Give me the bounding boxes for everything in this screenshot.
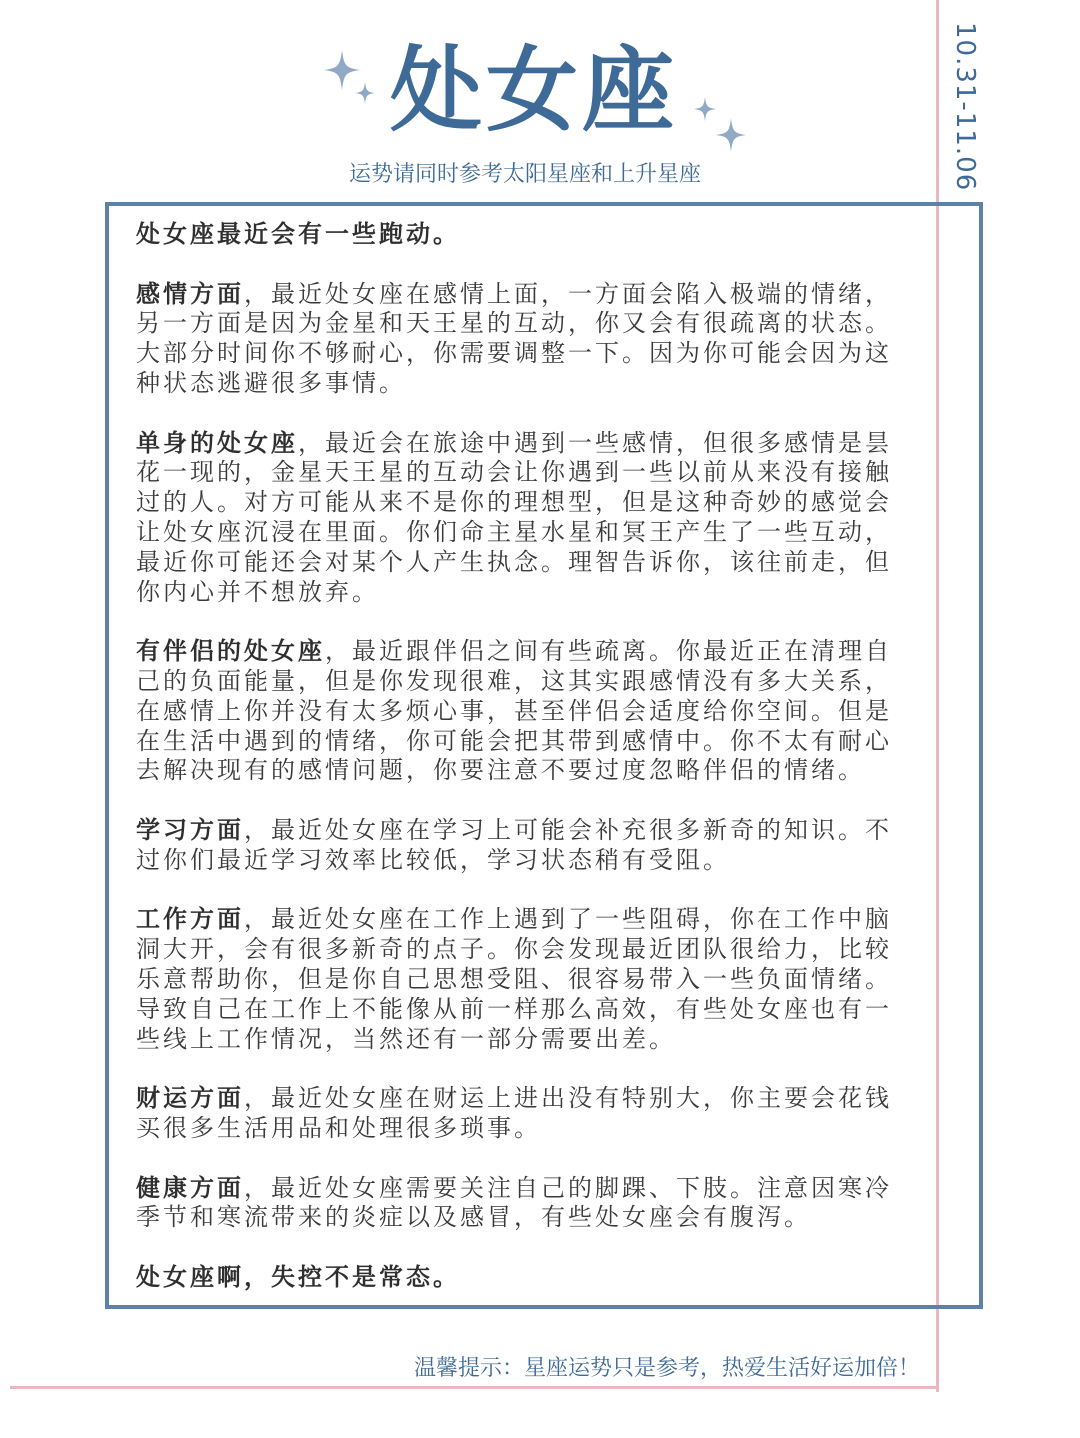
section-text: ，最近跟伴侣之间有些疏离。你最近正在清理自己的负面能量，但是你发现很难，这其实跟感情没有多大关系，在感情上你并没有太多烦心事，甚至伴侣会适度给你空间。但是在生活中遇到的情绪，你可能会把其带到感情中。你不太有耐心去解决现有的感情问题，你要注意不要过度忽略伴侣的情绪。: [136, 637, 892, 785]
section-heading: 感情方面: [136, 279, 244, 308]
section-heading: 健康方面: [136, 1173, 244, 1202]
intro-paragraph: [136, 220, 916, 250]
section-work: [136, 905, 916, 1054]
section-heading: 工作方面: [136, 905, 244, 934]
horoscope-content: [136, 220, 916, 1322]
section-text: ，最近处女座在学习上可能会补充很多新奇的知识。不过你们最近学习效率比较低，学习状态稍有受阻。: [136, 815, 892, 874]
sparkle-icon-large-right: [716, 118, 746, 152]
section-text: ，最近处女座在感情上面，一方面会陷入极端的情绪，另一方面是因为金星和天王星的互动，你又会有很疏离的状态。大部分时间你不够耐心，你需要调整一下。因为你可能会因为这种状态逃避很多事情。: [136, 279, 892, 397]
section-text: ，最近会在旅途中遇到一些感情，但很多感情是昙花一现的，金星天王星的互动会让你遇到一些以前从来没有接触过的人。对方可能从来不是你的理想型，但是这种奇妙的感觉会让处女座沉浸在里面。你们命主星水星和冥王产生了一些互动，最近你可能还会对某个人产生执念。理智告诉你，该往前走，但你内心并不想放弃。: [136, 428, 892, 606]
page-subtitle: 运势请同时参考太阳星座和上升星座: [348, 162, 701, 187]
intro-text: 处女座最近会有一些跑动。: [136, 220, 460, 248]
sparkle-icon-small-left: [355, 82, 375, 104]
section-heading: 学习方面: [136, 815, 244, 844]
section-heading: 单身的处女座: [136, 428, 298, 457]
section-partnered: [136, 637, 916, 786]
section-heading: 财运方面: [136, 1084, 244, 1113]
section-wealth: [136, 1084, 916, 1144]
section-text: ，最近处女座需要关注自己的脚踝、下肢。注意因寒冷季节和寒流带来的炎症以及感冒，有些处女座会有腹泻。: [136, 1173, 892, 1232]
section-single: [136, 429, 916, 608]
section-love: [136, 280, 916, 399]
footer-tip: 温馨提示：星座运势只是参考，热爱生活好运加倍！: [413, 1356, 920, 1381]
date-range: 10.31-11.06: [950, 22, 980, 192]
sparkle-icon-small-right: [694, 96, 716, 122]
section-study: [136, 816, 916, 876]
section-text: ，最近处女座在财运上进出没有特别大，你主要会花钱买很多生活用品和处理很多琐事。: [136, 1084, 892, 1142]
pink-horizontal-line: [10, 1386, 938, 1389]
section-text: ，最近处女座在工作上遇到了一些阻碍，你在工作中脑洞大开，会有很多新奇的点子。你会发现最近团队很给力，比较乐意帮助你，但是你自己思想受阻、很容易带入一些负面情绪。导致自己在工作上不能像从前一样那么高效，有些处女座也有一些线上工作情况，当然还有一部分需要出差。: [136, 905, 892, 1053]
section-heading: 有伴侣的处女座: [136, 637, 325, 666]
page-title: 处女座: [390, 37, 679, 144]
closing-text: 处女座啊，失控不是常态。: [136, 1262, 460, 1291]
section-health: [136, 1174, 916, 1234]
closing-paragraph: [136, 1263, 916, 1293]
